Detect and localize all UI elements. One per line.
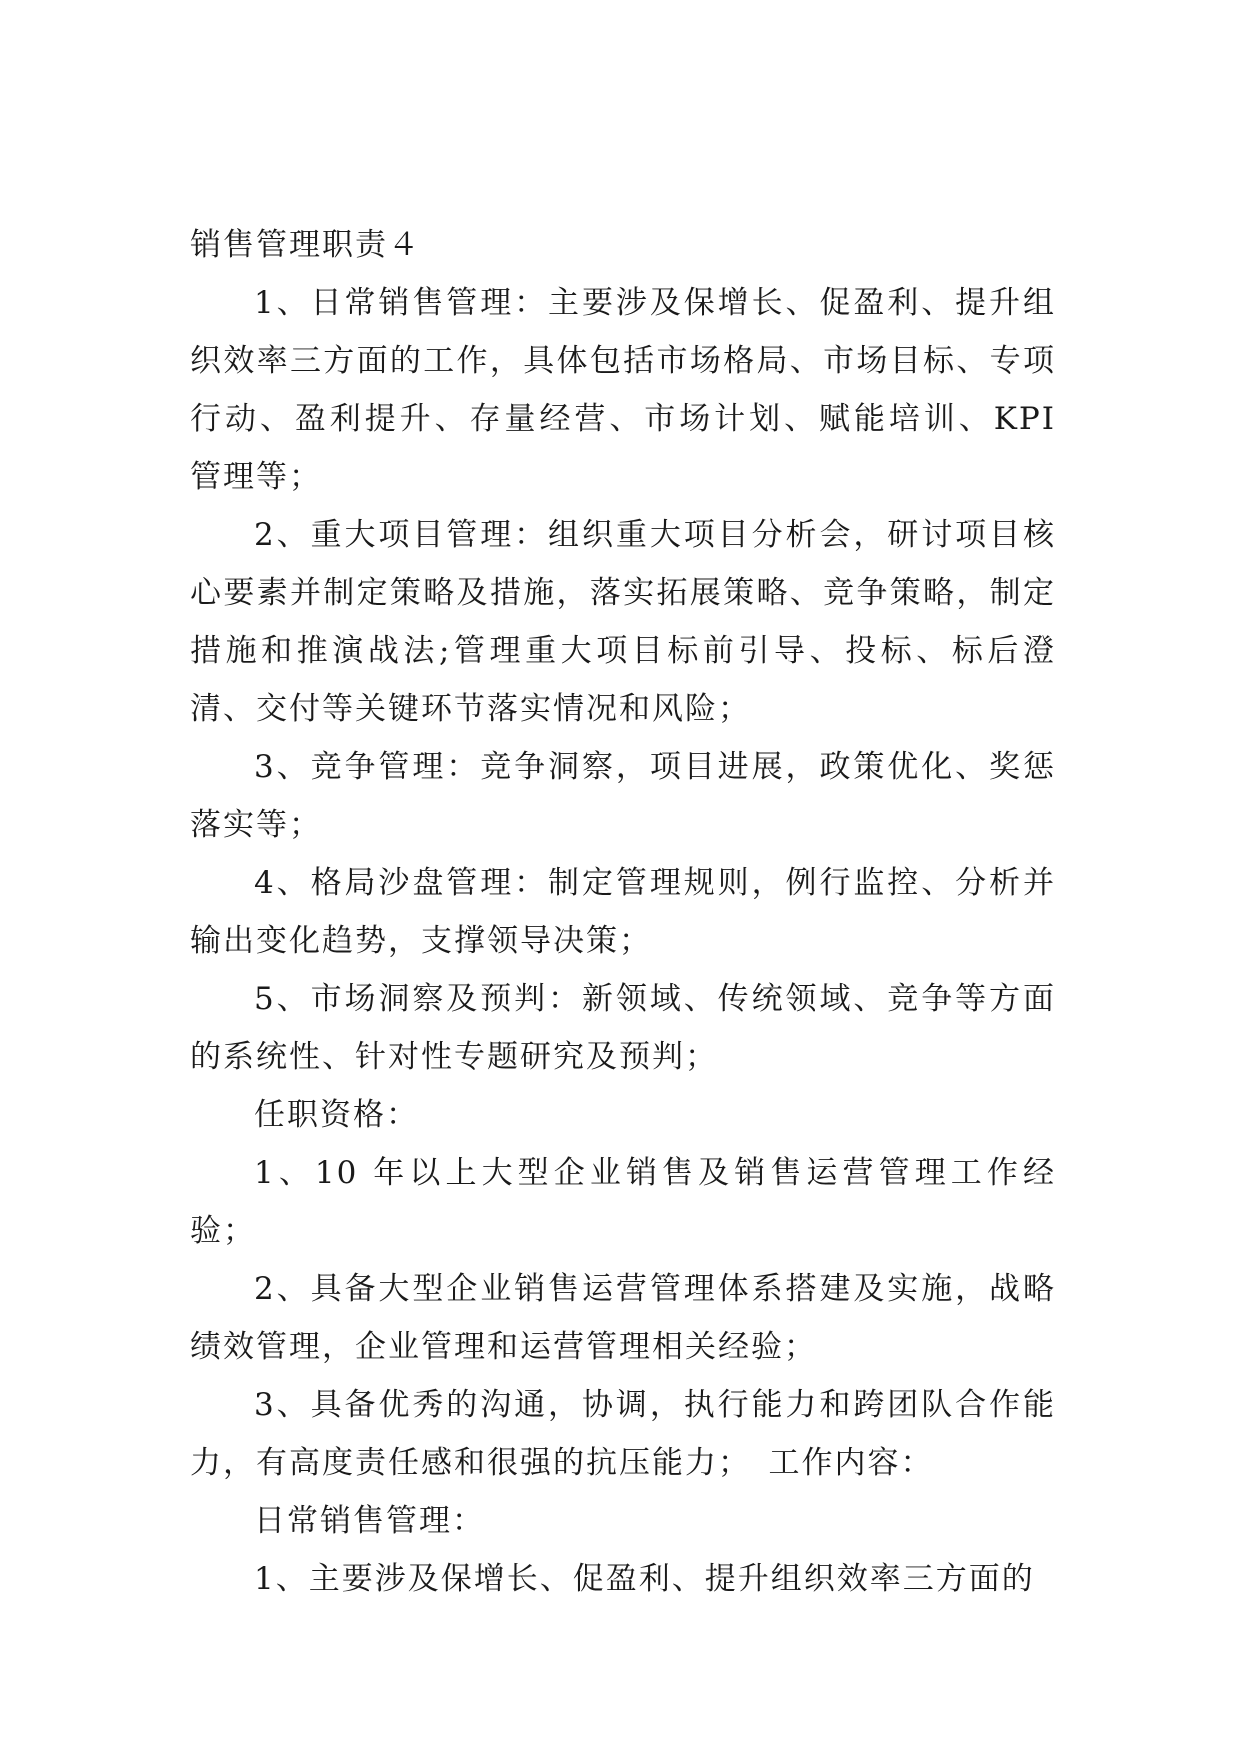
paragraph-qualification-3: 3、具备优秀的沟通，协调，执行能力和跨团队合作能力，有高度责任感和很强的抗压能力； 工作内容： bbox=[190, 1387, 1056, 1481]
paragraph-duty-4: 4、格局沙盘管理：制定管理规则，例行监控、分析并输出变化趋势，支撑领导决策； bbox=[190, 865, 1056, 959]
paragraph-duty-3: 3、竞争管理：竞争洞察，项目进展，政策优化、奖惩落实等； bbox=[190, 749, 1056, 843]
paragraph-qualification-1: 1、10 年以上大型企业销售及销售运营管理工作经验； bbox=[190, 1155, 1056, 1249]
qualifications-heading: 任职资格： bbox=[254, 1097, 419, 1133]
document-page bbox=[190, 216, 1056, 1608]
paragraph-duty-1: 1、日常销售管理：主要涉及保增长、促盈利、提升组织效率三方面的工作，具体包括市场格局、市场目标、专项行动、盈利提升、存量经营、市场计划、赋能培训、KPI 管理等； bbox=[190, 285, 1056, 495]
paragraph-daily-sales-1: 1、主要涉及保增长、促盈利、提升组织效率三方面的 bbox=[254, 1561, 1035, 1597]
paragraph-qualification-2: 2、具备大型企业销售运营管理体系搭建及实施，战略绩效管理，企业管理和运营管理相关经验； bbox=[190, 1271, 1056, 1365]
document-title: 销售管理职责４ bbox=[190, 227, 421, 263]
daily-sales-heading: 日常销售管理： bbox=[254, 1503, 485, 1539]
paragraph-duty-2: 2、重大项目管理：组织重大项目分析会，研讨项目核心要素并制定策略及措施，落实拓展策略、竞争策略，制定措施和推演战法;管理重大项目标前引导、投标、标后澄清、交付等关键环节落实情况和风险； bbox=[190, 517, 1056, 727]
paragraph-duty-5: 5、市场洞察及预判：新领域、传统领域、竞争等方面的系统性、针对性专题研究及预判； bbox=[190, 981, 1056, 1075]
